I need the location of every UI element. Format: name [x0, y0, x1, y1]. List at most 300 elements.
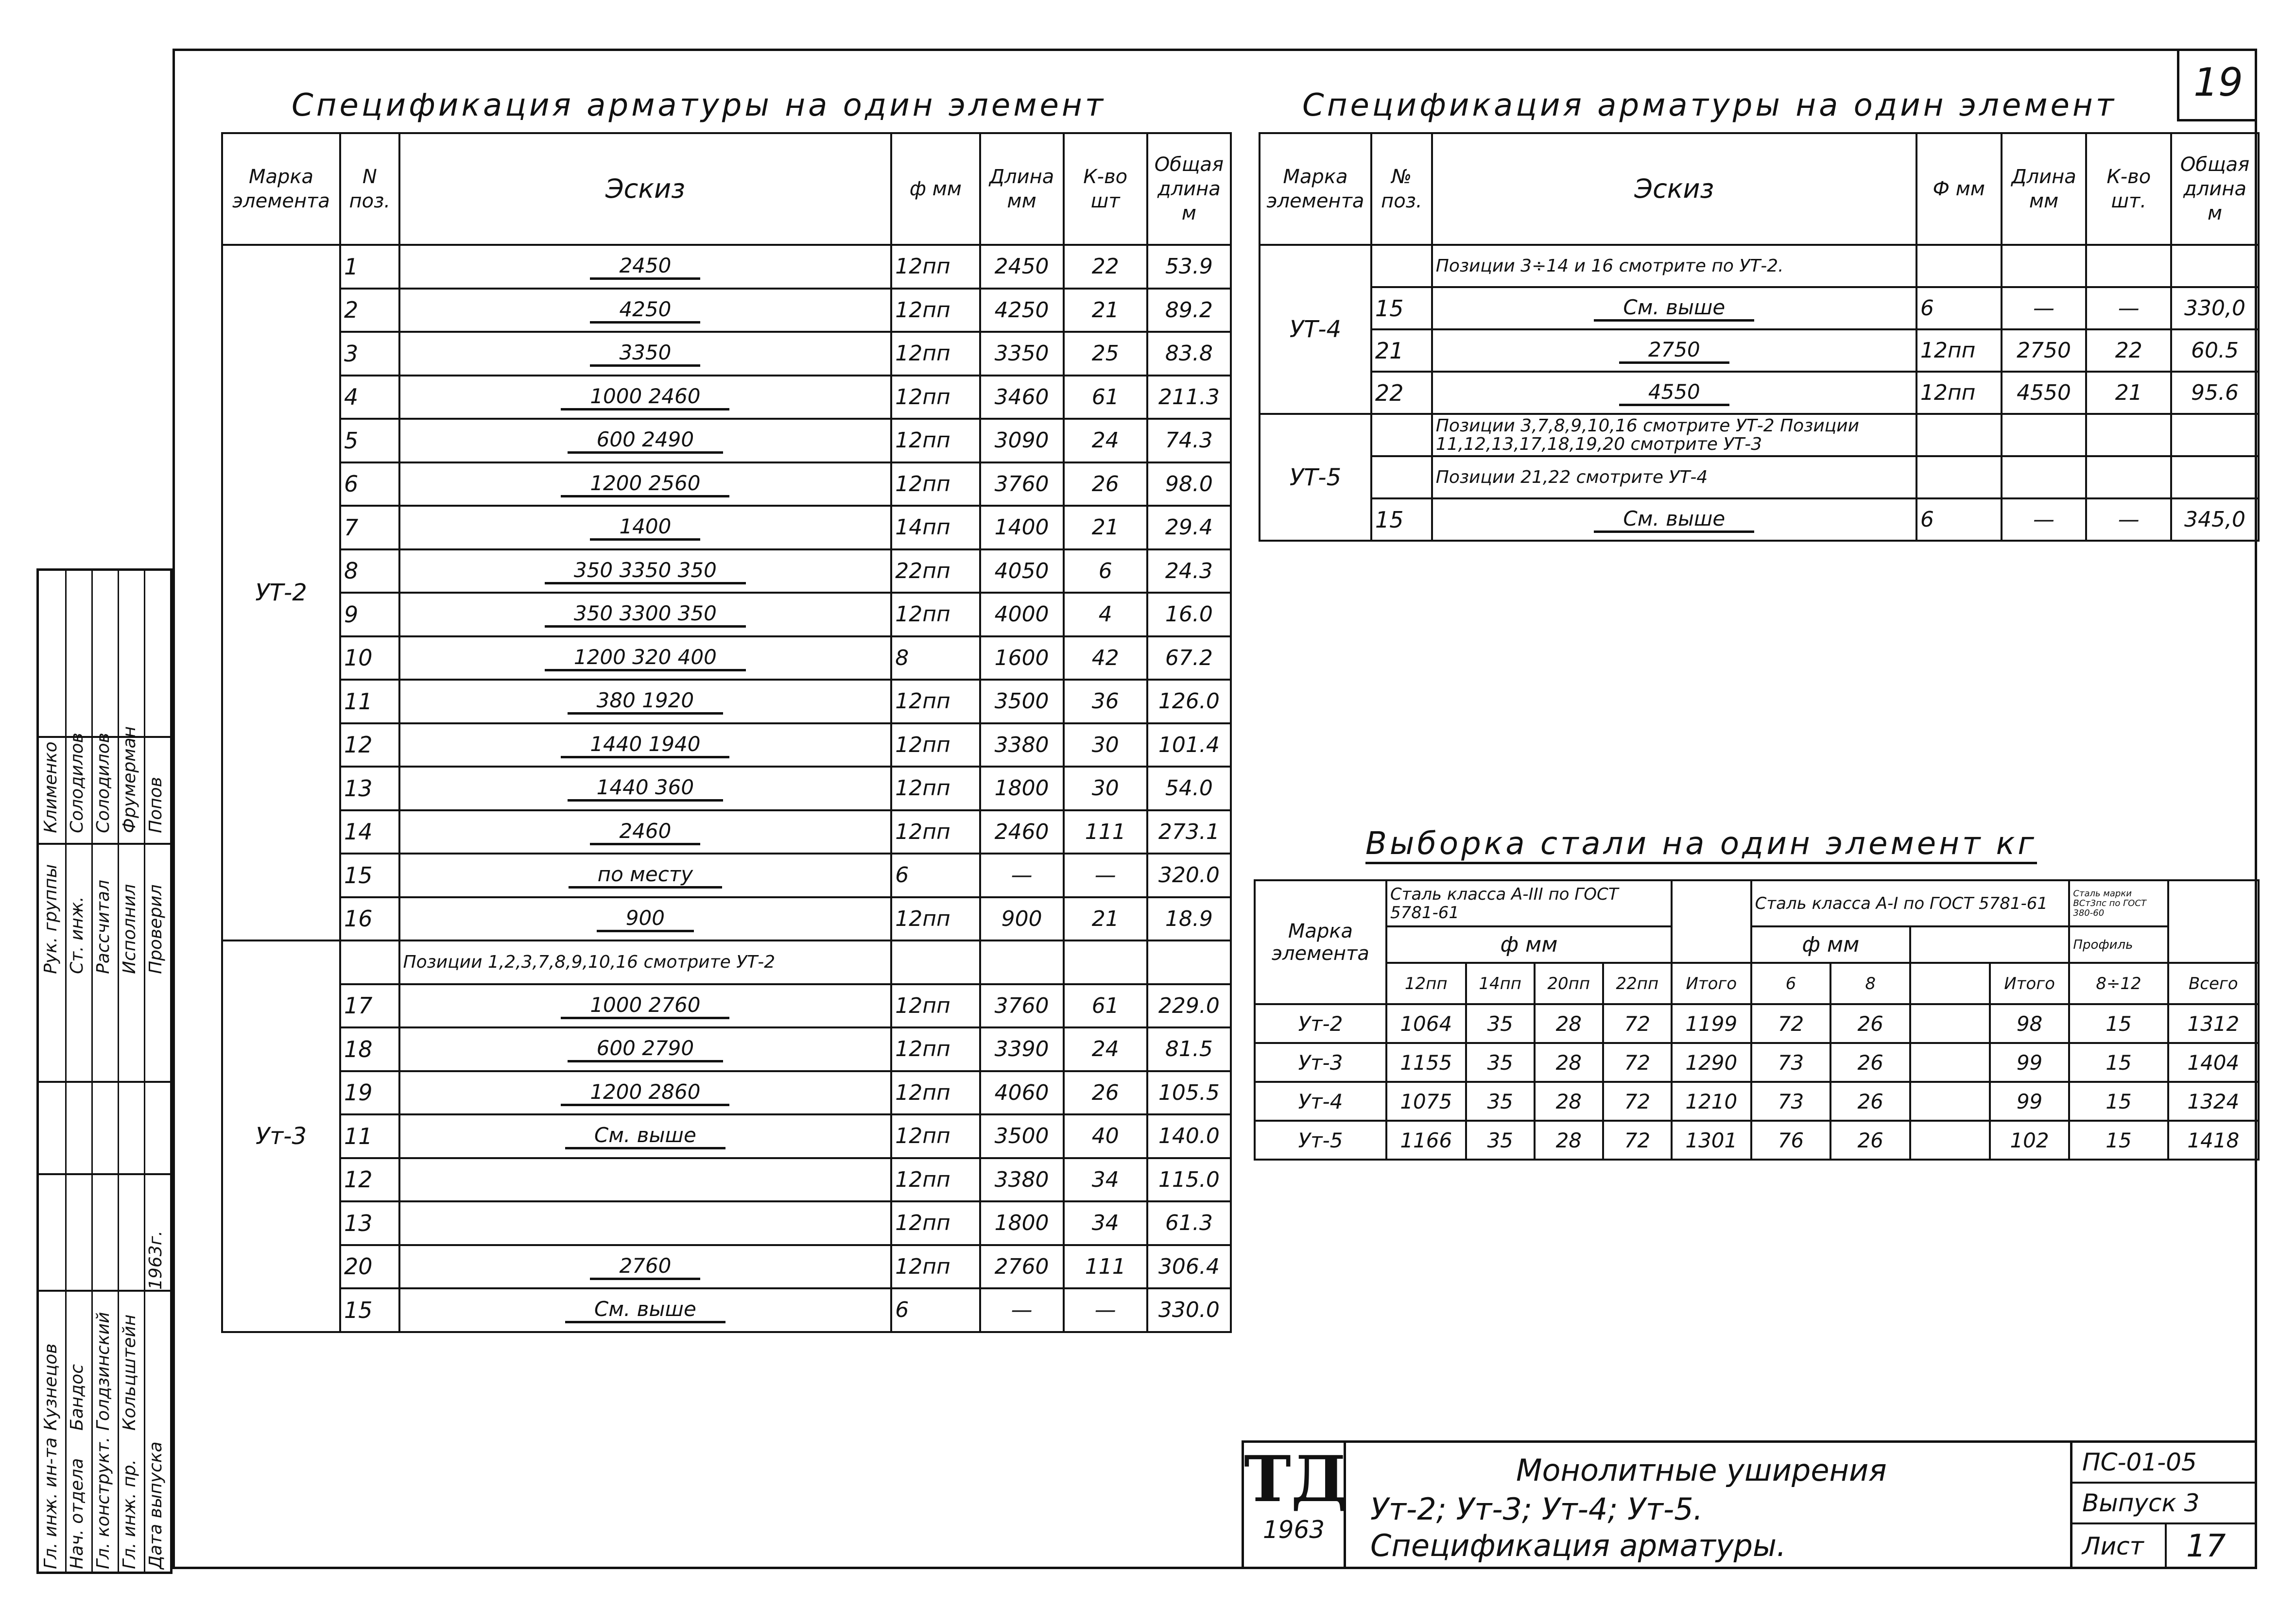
qty-cell: 30 — [1064, 723, 1147, 767]
dia-cell — [1916, 245, 2002, 287]
pos-cell: 4 — [340, 376, 399, 419]
spec2-title: Спецификация арматуры на один элемент — [1302, 87, 2117, 123]
sketch-cell — [399, 854, 892, 897]
qty-cell: 26 — [1064, 1071, 1147, 1115]
spec2-body — [1260, 245, 2259, 541]
sel-value-cell: 72 — [1751, 1004, 1831, 1043]
table-row — [1255, 1004, 2259, 1043]
h2-len: Длина мм — [2002, 133, 2087, 245]
len-cell: 4060 — [980, 1071, 1064, 1115]
dia-cell: 14пп — [891, 506, 980, 549]
side-role2: Исполнил — [120, 884, 139, 974]
sel-value-cell — [1910, 1082, 1990, 1121]
selection-title: Выборка стали на один элемент кг — [1365, 826, 2037, 864]
sel-subheader-cell: 8 — [1830, 963, 1910, 1004]
sel-value-cell: 1290 — [1672, 1043, 1751, 1082]
pos-cell: 8 — [340, 549, 399, 593]
sel-value-cell: 1064 — [1386, 1004, 1466, 1043]
sel-h-class3-blank — [1672, 880, 1751, 963]
total-cell: 89.2 — [1147, 289, 1231, 332]
sel-value-cell: 102 — [1990, 1121, 2070, 1160]
side-name2: Клименко — [41, 741, 61, 833]
side-name: Голдзинский — [93, 1312, 113, 1431]
table-row — [222, 462, 1231, 506]
sel-subheader-cell: 12пп — [1386, 963, 1466, 1004]
sketch-cell — [399, 1201, 892, 1245]
h2-dia: Ф мм — [1916, 133, 2002, 245]
table-row — [1255, 1082, 2259, 1121]
sketch-cell — [399, 376, 892, 419]
side-role: Гл. конструкт. — [93, 1436, 113, 1569]
dia-cell — [891, 940, 980, 984]
sel-value-cell: 72 — [1603, 1082, 1672, 1121]
sketch-label: 600 2490 — [568, 427, 723, 454]
sel-h-blank — [2168, 880, 2259, 963]
dia-cell: 6 — [1916, 287, 2002, 329]
pos-cell — [1371, 456, 1432, 498]
dia-cell: 12пп — [891, 332, 980, 376]
pos-cell: 15 — [340, 1288, 399, 1332]
sel-value-cell: 28 — [1535, 1082, 1603, 1121]
sel-value-cell: 35 — [1466, 1004, 1535, 1043]
side-divider — [39, 1173, 170, 1175]
sketch-cell — [1432, 414, 1916, 456]
sel-value-cell — [1910, 1043, 1990, 1082]
side-name2: Попов — [146, 777, 166, 833]
sel-value-cell: 35 — [1466, 1043, 1535, 1082]
sel-subheader-cell: 14пп — [1466, 963, 1535, 1004]
sel-value-cell: 26 — [1830, 1121, 1910, 1160]
dia-cell: 12пп — [891, 1245, 980, 1289]
total-cell: 101.4 — [1147, 723, 1231, 767]
sel-value-cell: 1312 — [2168, 1004, 2259, 1043]
table-row — [1255, 1043, 2259, 1082]
pos-cell: 19 — [340, 1071, 399, 1115]
dia-cell: 12пп — [891, 810, 980, 854]
pos-cell: 3 — [340, 332, 399, 376]
sketch-label: См. выше — [565, 1123, 725, 1149]
table-row — [1260, 372, 2259, 414]
side-role: Гл. инж. ин-та — [41, 1437, 61, 1569]
dia-cell: 6 — [891, 854, 980, 897]
table-row — [222, 1071, 1231, 1115]
sketch-label: Позиции 3,7,8,9,10,16 смотрите УТ-2 Позиции 11,12,13,17,18,19,20 смотрите УТ-3 — [1435, 415, 1860, 454]
sel-value-cell: 15 — [2069, 1121, 2168, 1160]
table-row — [1255, 1121, 2259, 1160]
table-row — [222, 332, 1231, 376]
qty-cell: 25 — [1064, 332, 1147, 376]
table-row — [1260, 456, 2259, 498]
len-cell: 3390 — [980, 1027, 1064, 1071]
total-cell: 98.0 — [1147, 462, 1231, 506]
side-name: Кузнецов — [41, 1343, 61, 1431]
side-divider — [118, 571, 119, 1572]
len-cell: 3760 — [980, 462, 1064, 506]
sketch-label: См. выше — [1594, 507, 1754, 533]
side-divider — [65, 571, 67, 1572]
sel-h-mark: Марка элемента — [1255, 880, 1386, 1004]
sel-subheader-cell: 20пп — [1535, 963, 1603, 1004]
total-cell: 330.0 — [1147, 1288, 1231, 1332]
table-row — [222, 940, 1231, 984]
table-row — [222, 1288, 1231, 1332]
dia-cell: 8 — [891, 636, 980, 680]
qty-cell: 21 — [2086, 372, 2171, 414]
sketch-label: 2460 — [590, 819, 700, 845]
table-row — [222, 1114, 1231, 1158]
total-cell: 67.2 — [1147, 636, 1231, 680]
sel-value-cell — [1910, 1004, 1990, 1043]
qty-cell: — — [1064, 854, 1147, 897]
pos-cell: 10 — [340, 636, 399, 680]
sketch-label: 2450 — [590, 254, 700, 280]
sketch-label: 1200 2560 — [561, 471, 729, 497]
len-cell: — — [980, 854, 1064, 897]
sketch-cell — [399, 897, 892, 941]
sketch-label: 900 — [597, 906, 694, 932]
table-row — [222, 723, 1231, 767]
sel-value-cell: 1418 — [2168, 1121, 2259, 1160]
sel-h-class1: Сталь класса А-I по ГОСТ 5781-61 — [1751, 880, 2070, 926]
dia-cell: 12пп — [891, 680, 980, 723]
sketch-cell — [399, 636, 892, 680]
table-row — [222, 854, 1231, 897]
sel-value-cell — [1910, 1121, 1990, 1160]
sel-h-profile: Профиль — [2069, 926, 2168, 963]
qty-cell: 36 — [1064, 680, 1147, 723]
sel-value-cell: 76 — [1751, 1121, 1831, 1160]
total-cell: 61.3 — [1147, 1201, 1231, 1245]
stamp-sheet-row — [2072, 1524, 2257, 1568]
total-cell — [2171, 414, 2259, 456]
sketch-cell — [1432, 329, 1916, 372]
side-role: Нач. отдела — [67, 1458, 87, 1569]
selection-body — [1255, 1004, 2259, 1160]
side-divider — [39, 843, 170, 845]
pos-cell: 12 — [340, 723, 399, 767]
pos-cell: 15 — [1371, 287, 1432, 329]
side-divider — [39, 736, 170, 738]
sketch-label: 1440 360 — [568, 775, 723, 802]
sel-value-cell: 28 — [1535, 1004, 1603, 1043]
qty-cell: 24 — [1064, 1027, 1147, 1071]
h2-mark: Марка элемента — [1260, 133, 1371, 245]
spec1-body — [222, 245, 1231, 1332]
pos-cell: 1 — [340, 245, 399, 289]
len-cell: — — [980, 1288, 1064, 1332]
sketch-label: 350 3350 350 — [545, 558, 746, 584]
spec2-table — [1259, 132, 2260, 542]
table-row — [1260, 329, 2259, 372]
qty-cell: 24 — [1064, 419, 1147, 462]
qty-cell: 22 — [2086, 329, 2171, 372]
total-cell: 18.9 — [1147, 897, 1231, 941]
qty-cell — [1064, 940, 1147, 984]
qty-cell — [2086, 245, 2171, 287]
pos-cell: 15 — [1371, 498, 1432, 541]
sel-value-cell: 72 — [1603, 1004, 1672, 1043]
sketch-label: 3350 — [590, 341, 700, 367]
total-cell: 229.0 — [1147, 984, 1231, 1028]
sel-h-dia: ф мм — [1386, 926, 1672, 963]
mark-cell: УТ-4 — [1260, 245, 1371, 414]
pos-cell: 15 — [340, 854, 399, 897]
pos-cell: 13 — [340, 1201, 399, 1245]
dia-cell: 12пп — [1916, 372, 2002, 414]
h-dia: ф мм — [891, 133, 980, 245]
h-sketch: Эскиз — [399, 133, 892, 245]
len-cell: — — [2002, 287, 2087, 329]
sel-value-cell: 98 — [1990, 1004, 2070, 1043]
dia-cell: 12пп — [1916, 329, 2002, 372]
total-cell: 105.5 — [1147, 1071, 1231, 1115]
len-cell: 3350 — [980, 332, 1064, 376]
len-cell: 2750 — [2002, 329, 2087, 372]
side-divider — [39, 1081, 170, 1083]
sel-value-cell: 1324 — [2168, 1082, 2259, 1121]
dia-cell — [1916, 414, 2002, 456]
side-role: Гл. инж. пр. — [120, 1459, 139, 1569]
side-name2: Солодилов — [93, 733, 113, 833]
qty-cell: 4 — [1064, 593, 1147, 636]
sketch-cell — [399, 810, 892, 854]
mark-cell: УТ-2 — [222, 245, 340, 940]
logo: ТД — [1244, 1442, 1347, 1516]
len-cell: 2450 — [980, 245, 1064, 289]
len-cell: 2760 — [980, 1245, 1064, 1289]
side-name2: Фрумерман — [120, 726, 139, 833]
table-row — [222, 549, 1231, 593]
sel-value-cell: 73 — [1751, 1082, 1831, 1121]
sel-subheader-cell: Итого — [1990, 963, 2070, 1004]
dia-cell: 22пп — [891, 549, 980, 593]
qty-cell: 30 — [1064, 767, 1147, 810]
sketch-cell — [399, 984, 892, 1028]
sel-subheader-cell — [1910, 963, 1990, 1004]
dia-cell: 12пп — [891, 897, 980, 941]
total-cell — [2171, 245, 2259, 287]
sel-value-cell: 35 — [1466, 1082, 1535, 1121]
sketch-label: 1440 1940 — [561, 732, 729, 758]
dia-cell — [1916, 456, 2002, 498]
table-row — [222, 984, 1231, 1028]
stamp-right — [2070, 1443, 2257, 1567]
h-total: Общая длина м — [1147, 133, 1231, 245]
len-cell: 4050 — [980, 549, 1064, 593]
table-row — [222, 680, 1231, 723]
sketch-cell — [399, 1114, 892, 1158]
len-cell: 3460 — [980, 376, 1064, 419]
sketch-cell — [399, 549, 892, 593]
total-cell: 54.0 — [1147, 767, 1231, 810]
stamp-sheet-label: Лист — [2072, 1524, 2167, 1568]
total-cell — [1147, 940, 1231, 984]
sel-mark-cell: Ут-2 — [1255, 1004, 1386, 1043]
sel-subheader-cell: 8÷12 — [2069, 963, 2168, 1004]
sketch-label: 2750 — [1619, 338, 1729, 364]
len-cell — [980, 940, 1064, 984]
pos-cell — [1371, 245, 1432, 287]
sketch-cell — [399, 332, 892, 376]
sketch-label: См. выше — [1594, 295, 1754, 322]
pos-cell — [1371, 414, 1432, 456]
sketch-cell — [399, 723, 892, 767]
pos-cell: 20 — [340, 1245, 399, 1289]
qty-cell: — — [2086, 287, 2171, 329]
sel-subheader-cell: Итого — [1672, 963, 1751, 1004]
mark-cell: Ут-3 — [222, 940, 340, 1332]
table-row — [222, 767, 1231, 810]
qty-cell — [2086, 414, 2171, 456]
dia-cell: 12пп — [891, 289, 980, 332]
dia-cell: 12пп — [891, 984, 980, 1028]
dia-cell: 12пп — [891, 593, 980, 636]
stamp-line3: Спецификация арматуры. — [1370, 1528, 1786, 1563]
sketch-cell — [399, 506, 892, 549]
total-cell: 211.3 — [1147, 376, 1231, 419]
pos-cell: 12 — [340, 1158, 399, 1202]
h2-pos: № поз. — [1371, 133, 1432, 245]
dia-cell: 6 — [1916, 498, 2002, 541]
total-cell: 29.4 — [1147, 506, 1231, 549]
sel-value-cell: 28 — [1535, 1121, 1603, 1160]
dia-cell: 12пп — [891, 1114, 980, 1158]
sel-value-cell: 1075 — [1386, 1082, 1466, 1121]
stamp-line1: Монолитные уширения — [1516, 1453, 1887, 1488]
pos-cell: 22 — [1371, 372, 1432, 414]
stamp-code: ПС-01-05 — [2072, 1443, 2257, 1484]
table-row — [222, 636, 1231, 680]
sel-mark-cell: Ут-5 — [1255, 1121, 1386, 1160]
sketch-cell — [399, 680, 892, 723]
sel-value-cell: 1404 — [2168, 1043, 2259, 1082]
h-mark: Марка элемента — [222, 133, 340, 245]
sketch-cell — [399, 593, 892, 636]
qty-cell: 42 — [1064, 636, 1147, 680]
table-row — [222, 419, 1231, 462]
dia-cell: 12пп — [891, 1027, 980, 1071]
pos-cell: 9 — [340, 593, 399, 636]
sketch-cell — [399, 1158, 892, 1202]
side-divider — [39, 1290, 170, 1292]
total-cell: 345,0 — [2171, 498, 2259, 541]
sketch-label: по месту — [569, 862, 722, 889]
side-role: Дата выпуска — [146, 1441, 166, 1569]
side-name: Бандос — [67, 1364, 87, 1431]
qty-cell: 111 — [1064, 810, 1147, 854]
total-cell: 273.1 — [1147, 810, 1231, 854]
sketch-cell — [1432, 498, 1916, 541]
sel-h-class3: Сталь класса А-III по ГОСТ 5781-61 — [1386, 880, 1672, 926]
len-cell — [2002, 245, 2087, 287]
sketch-label: 1000 2760 — [561, 993, 729, 1019]
qty-cell: 61 — [1064, 376, 1147, 419]
dia-cell: 12пп — [891, 1201, 980, 1245]
dia-cell: 12пп — [891, 462, 980, 506]
sketch-label: 4250 — [590, 297, 700, 324]
sketch-label: 1400 — [590, 514, 700, 541]
side-divider — [144, 571, 145, 1572]
sel-value-cell: 99 — [1990, 1082, 2070, 1121]
dia-cell: 12пп — [891, 245, 980, 289]
mark-cell: УТ-5 — [1260, 414, 1371, 541]
qty-cell: 22 — [1064, 245, 1147, 289]
sheet-number-box — [2177, 49, 2257, 121]
sketch-cell — [399, 1245, 892, 1289]
sketch-cell — [399, 1027, 892, 1071]
h2-sketch: Эскиз — [1432, 133, 1916, 245]
table-row — [1260, 287, 2259, 329]
h-qty: К-во шт — [1064, 133, 1147, 245]
dia-cell: 12пп — [891, 1071, 980, 1115]
sel-value-cell: 1155 — [1386, 1043, 1466, 1082]
sketch-cell — [399, 767, 892, 810]
logo-box — [1244, 1443, 1346, 1567]
pos-cell: 14 — [340, 810, 399, 854]
side-date: 1963г. — [146, 1231, 166, 1290]
h2-qty: К-во шт. — [2086, 133, 2171, 245]
qty-cell: 61 — [1064, 984, 1147, 1028]
sel-h-gost: Сталь марки ВСт3пс по ГОСТ 380-60 — [2069, 880, 2168, 926]
len-cell: 900 — [980, 897, 1064, 941]
sketch-label: 1000 2460 — [561, 384, 729, 410]
dia-cell: 6 — [891, 1288, 980, 1332]
pos-cell: 17 — [340, 984, 399, 1028]
qty-cell: — — [2086, 498, 2171, 541]
table-row — [222, 289, 1231, 332]
pos-cell: 2 — [340, 289, 399, 332]
total-cell: 140.0 — [1147, 1114, 1231, 1158]
sel-value-cell: 1166 — [1386, 1121, 1466, 1160]
sketch-label: 2760 — [590, 1254, 700, 1280]
sel-subheader-cell: 6 — [1751, 963, 1831, 1004]
sel-value-cell: 26 — [1830, 1043, 1910, 1082]
sel-subheader-cell: 22пп — [1603, 963, 1672, 1004]
qty-cell: — — [1064, 1288, 1147, 1332]
table-row — [1260, 414, 2259, 456]
h2-total: Общая длина м — [2171, 133, 2259, 245]
total-cell: 306.4 — [1147, 1245, 1231, 1289]
spec1-table — [221, 132, 1232, 1333]
stamp-sheet: 17 — [2186, 1528, 2226, 1564]
table-row — [222, 1027, 1231, 1071]
sel-h-dia2: ф мм — [1751, 926, 1910, 963]
sel-value-cell: 15 — [2069, 1004, 2168, 1043]
total-cell: 126.0 — [1147, 680, 1231, 723]
qty-cell: 111 — [1064, 1245, 1147, 1289]
len-cell: 3500 — [980, 680, 1064, 723]
pos-cell: 5 — [340, 419, 399, 462]
pos-cell: 16 — [340, 897, 399, 941]
sketch-cell — [399, 289, 892, 332]
table-row — [222, 810, 1231, 854]
sel-value-cell: 26 — [1830, 1004, 1910, 1043]
table-row — [222, 897, 1231, 941]
sketch-label: См. выше — [565, 1297, 725, 1323]
sketch-label: 1200 2860 — [561, 1080, 729, 1106]
table-row — [222, 1158, 1231, 1202]
sketch-label: 4550 — [1619, 380, 1729, 406]
sketch-label: Позиции 3÷14 и 16 смотрите по УТ-2. — [1435, 256, 1784, 276]
len-cell: 1400 — [980, 506, 1064, 549]
sel-mark-cell: Ут-4 — [1255, 1082, 1386, 1121]
sel-value-cell: 72 — [1603, 1043, 1672, 1082]
len-cell: 1600 — [980, 636, 1064, 680]
side-role2: Рассчитал — [93, 879, 113, 974]
sel-value-cell: 28 — [1535, 1043, 1603, 1082]
table-row — [1260, 245, 2259, 287]
sketch-cell — [399, 1288, 892, 1332]
